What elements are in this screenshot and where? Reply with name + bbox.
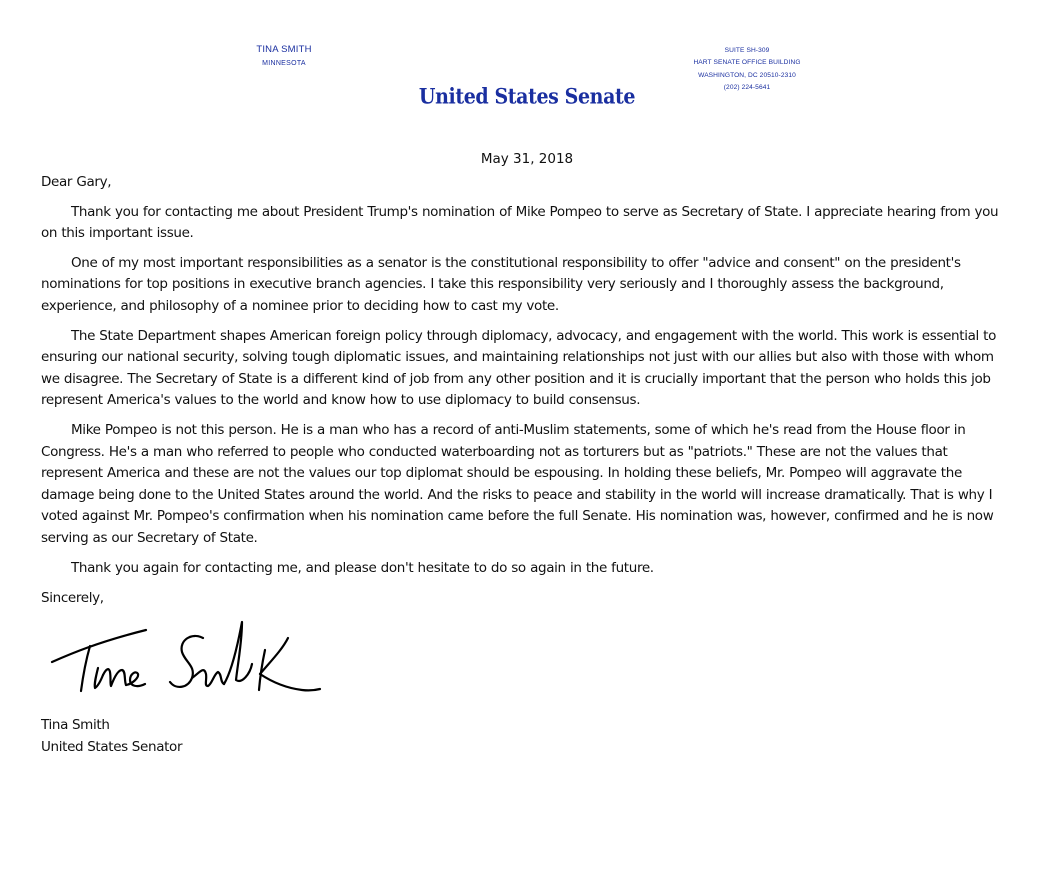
senate-title: United States Senate [418,84,636,110]
paragraph-3: The State Department shapes American foreign policy through diplomacy, advocacy, and engagement with the world. This work is essential to ensuring our national security, solving tough diplomatic issues, and maintaining relationships not just with our allies but also with those with whom we disagree. The Secretary of State is a different kind of job from any other position and it is crucially important that the person who holds this job represent America's values to the world and know how to use diplomacy to build consensus. [41,327,997,409]
senator-name: TINA SMITH [256,44,312,55]
address-line-phone: (202) 224-5641 [723,84,771,92]
paragraph-5: Thank you again for contacting me, and please don't hesitate to do so again in the future. [71,559,654,576]
address-line-building: HART SENATE OFFICE BUILDING [693,59,801,67]
senator-block [234,44,334,67]
paragraph-4: Mike Pompeo is not this person. He is a man who has a record of anti-Muslim statements, some of which he's read from the House floor in Congress. He's a man who referred to people who conducted waterboarding not as torturers but as "patriots." These are not the values that represent America and these are not the values our top diplomat should be espousing. In holding these beliefs, Mr. Pompeo will aggravate the damage being done to the United States around the world. And the risks to peace and stability in the world will increase dramatically. That is why I voted against Mr. Pompeo's confirmation when his nomination came before the full Senate. His nomination was, however, confirmed and he is now serving as our Secretary of State. [41,421,994,546]
letter-body [41,172,1011,610]
salutation: Dear Gary, [41,174,112,190]
signer-title: United States Senator [41,738,183,755]
signature-image [46,614,324,698]
address-line-suite: SUITE SH-309 [724,47,770,54]
paragraph-2: One of my most important responsibilities as a senator is the constitutional responsibility to offer "advice and consent" on the president's nominations for top positions in executive branch agencies. I take this responsibility very seriously and I thoroughly assess the background, experience, and philosophy of a nominee prior to deciding how to cast my vote. [41,254,961,314]
paragraph-1: Thank you for contacting me about President Trump's nomination of Mike Pompeo to serve as Secretary of State. I appreciate hearing from you on this important issue. [41,203,999,242]
address-line-city: WASHINGTON, DC 20510-2310 [698,71,796,79]
signer-block [41,715,182,758]
letter-date: May 31, 2018 [480,151,574,167]
signer-name: Tina Smith [41,717,110,733]
closing: Sincerely, [41,590,104,607]
senator-state: MINNESOTA [262,60,306,67]
